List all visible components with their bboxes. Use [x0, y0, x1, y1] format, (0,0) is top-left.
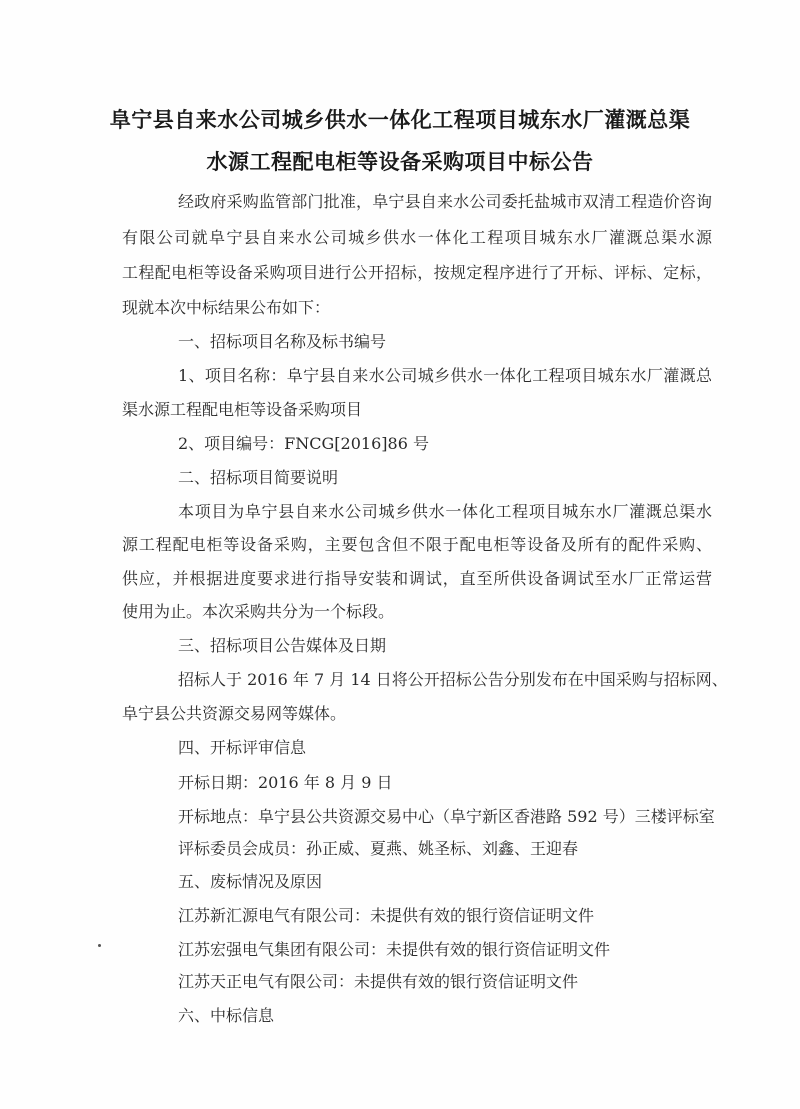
scan-speck [98, 944, 101, 947]
section-heading: 三、招标项目公告媒体及日期 [178, 636, 387, 655]
paragraph-line: 本项目为阜宁县自来水公司城乡供水一体化工程项目城东水厂灌溉总渠水 [178, 502, 712, 521]
section-heading: 五、废标情况及原因 [178, 872, 323, 891]
invalid-bid-item: 江苏宏强电气集团有限公司：未提供有效的银行资信证明文件 [178, 940, 611, 959]
evaluation-committee: 评标委员会成员：孙正威、夏燕、姚圣标、刘鑫、王迎春 [178, 839, 579, 858]
item-line: 2、项目编号：FNCG[2016]86 号 [178, 434, 429, 453]
section-heading: 六、中标信息 [178, 1006, 275, 1025]
intro-line: 现就本次中标结果公布如下： [122, 298, 331, 317]
paragraph-line: 招标人于 2016 年 7 月 14 日将公开招标公告分别发布在中国采购与招标网、 [178, 670, 728, 689]
bid-opening-place: 开标地点：阜宁县公共资源交易中心（阜宁新区香港路 592 号）三楼评标室 [178, 807, 715, 826]
section-heading: 四、开标评审信息 [178, 738, 307, 757]
invalid-bid-item: 江苏新汇源电气有限公司：未提供有效的银行资信证明文件 [178, 906, 595, 925]
paragraph-line: 源工程配电柜等设备采购，主要包含但不限于配电柜等设备及所有的配件采购、 [122, 535, 712, 554]
section-heading: 一、招标项目名称及标书编号 [178, 332, 387, 351]
intro-line: 工程配电柜等设备采购项目进行公开招标，按规定程序进行了开标、评标、定标， [122, 263, 712, 282]
intro-line: 经政府采购监管部门批准，阜宁县自来水公司委托盐城市双清工程造价咨询 [178, 192, 712, 211]
document-title-line1: 阜宁县自来水公司城乡供水一体化工程项目城东水厂灌溉总渠 [109, 108, 691, 132]
paragraph-line: 使用为止。本次采购共分为一个标段。 [122, 602, 395, 621]
bid-opening-date: 开标日期：2016 年 8 月 9 日 [178, 773, 393, 792]
paragraph-line: 供应，并根据进度要求进行指导安装和调试，直至所供设备调试至水厂正常运营 [122, 569, 712, 588]
item-line: 1、项目名称：阜宁县自来水公司城乡供水一体化工程项目城东水厂灌溉总 [178, 366, 712, 385]
invalid-bid-item: 江苏天正电气有限公司：未提供有效的银行资信证明文件 [178, 972, 579, 991]
intro-line: 有限公司就阜宁县自来水公司城乡供水一体化工程项目城东水厂灌溉总渠水源 [122, 228, 712, 247]
section-heading: 二、招标项目简要说明 [178, 468, 339, 487]
item-line: 渠水源工程配电柜等设备采购项目 [122, 400, 363, 419]
document-title-line2: 水源工程配电柜等设备采购项目中标公告 [206, 150, 594, 174]
paragraph-line: 阜宁县公共资源交易网等媒体。 [122, 704, 347, 723]
